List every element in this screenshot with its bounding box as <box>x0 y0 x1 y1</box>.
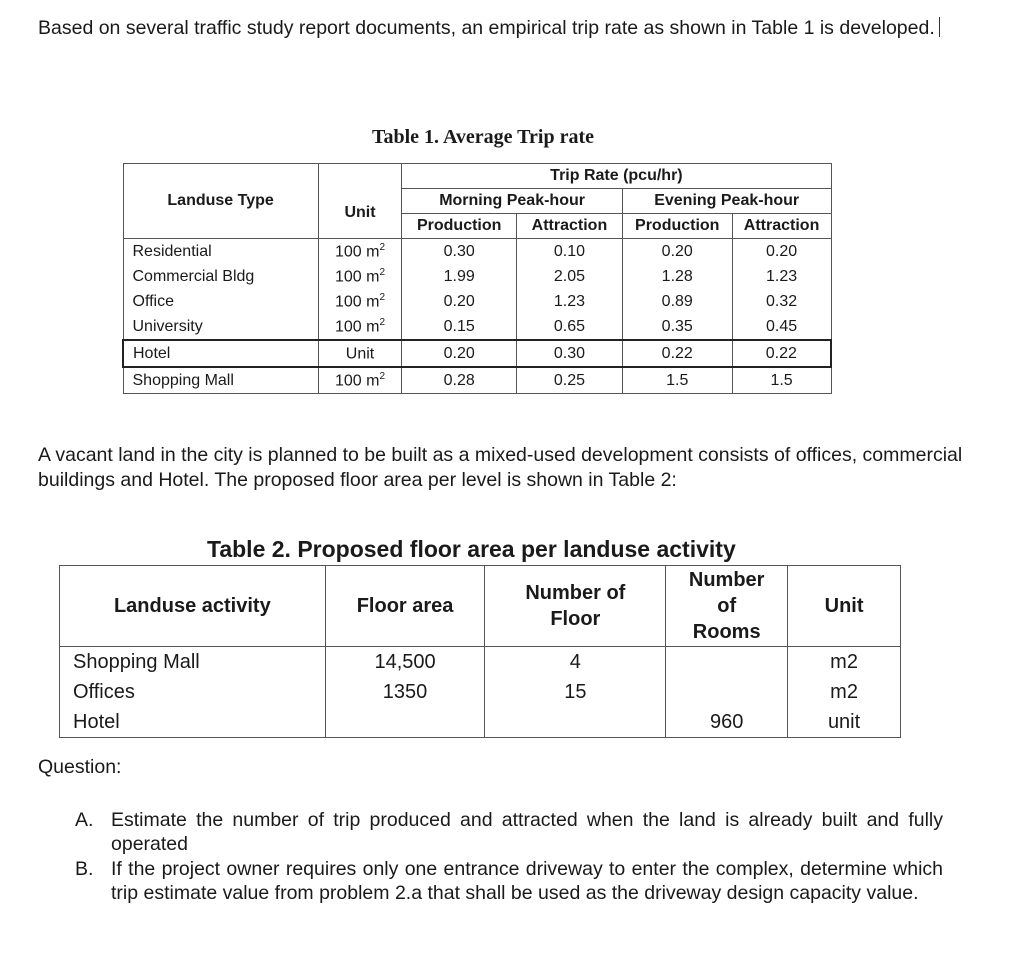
unit-cell: 100 $m^2$ <box>318 314 402 340</box>
landuse-type-cell: University <box>123 314 318 340</box>
activity-cell: Hotel <box>60 707 326 738</box>
morning-production-cell: 1.99 <box>402 264 517 289</box>
landuse-type-cell: Hotel <box>123 340 318 367</box>
evening-attraction-cell: 0.22 <box>732 340 831 367</box>
table-row <box>60 647 901 678</box>
morning-attraction-cell: 0.10 <box>517 239 623 265</box>
floors-cell <box>485 707 666 738</box>
floors-cell: 4 <box>485 647 666 678</box>
unit-cell: Unit <box>318 340 402 367</box>
table-row <box>123 264 831 289</box>
header-unit: Unit <box>788 566 901 647</box>
evening-attraction-cell: 0.32 <box>732 289 831 314</box>
floor-area-table <box>59 565 901 738</box>
activity-cell: Shopping Mall <box>60 647 326 678</box>
morning-production-cell: 0.28 <box>402 367 517 394</box>
unit-cell: 100 $m^2$ <box>318 289 402 314</box>
evening-attraction-cell: 0.20 <box>732 239 831 265</box>
morning-production-cell: 0.20 <box>402 340 517 367</box>
question-text: Estimate the number of trip produced and attracted when the land is already built and fully operated <box>111 809 943 855</box>
evening-attraction-cell: 1.23 <box>732 264 831 289</box>
landuse-type-cell: Office <box>123 289 318 314</box>
question-letter: A. <box>75 809 94 831</box>
evening-attraction-cell: 1.5 <box>732 367 831 394</box>
question-label: Question: <box>38 756 122 778</box>
header-number-of-floor: Number of Floor <box>485 566 666 647</box>
list-item <box>75 857 943 905</box>
table2-title: Table 2. Proposed floor area per landuse activity <box>207 536 736 562</box>
table-row <box>123 239 831 265</box>
rooms-cell <box>666 647 788 678</box>
text-cursor <box>939 17 940 37</box>
floors-cell: 15 <box>485 677 666 707</box>
header-number-of-rooms: Number of Rooms <box>666 566 788 647</box>
landuse-type-cell: Commercial Bldg <box>123 264 318 289</box>
header-evening-production: Production <box>622 214 732 239</box>
question-list <box>75 808 943 906</box>
header-floor-area: Floor area <box>325 566 485 647</box>
intro-text: Based on several traffic study report documents, an empirical trip rate as shown in Table 1 is developed. <box>38 17 935 39</box>
table1-title: Table 1. Average Trip rate <box>372 126 595 148</box>
activity-cell: Offices <box>60 677 326 707</box>
morning-production-cell: 0.30 <box>402 239 517 265</box>
morning-attraction-cell: 0.65 <box>517 314 623 340</box>
header-evening-peak: Evening Peak-hour <box>622 189 831 214</box>
unit-cell: m2 <box>788 677 901 707</box>
header-morning-production: Production <box>402 214 517 239</box>
unit-cell: m2 <box>788 647 901 678</box>
morning-attraction-cell: 2.05 <box>517 264 623 289</box>
unit-cell: 100 $m^2$ <box>318 367 402 394</box>
floor-area-cell: 14,500 <box>325 647 485 678</box>
unit-cell: unit <box>788 707 901 738</box>
unit-cell: 100 $m^2$ <box>318 239 402 265</box>
header-morning-peak: Morning Peak-hour <box>402 189 623 214</box>
header-evening-attraction: Attraction <box>732 214 831 239</box>
evening-production-cell: 0.20 <box>622 239 732 265</box>
header-landuse-type: Landuse Type <box>123 164 318 239</box>
morning-attraction-cell: 1.23 <box>517 289 623 314</box>
table-row <box>123 289 831 314</box>
evening-production-cell: 1.5 <box>622 367 732 394</box>
rooms-cell <box>666 677 788 707</box>
description-paragraph: A vacant land in the city is planned to be built as a mixed-used development consists of offices, commercial buildings and Hotel. The proposed floor area per level is shown in Table 2: <box>38 444 963 491</box>
intro-paragraph <box>38 16 978 41</box>
evening-attraction-cell: 0.45 <box>732 314 831 340</box>
header-trip-rate: Trip Rate (pcu/hr) <box>402 164 831 189</box>
landuse-type-cell: Shopping Mall <box>123 367 318 394</box>
question-letter: B. <box>75 858 94 880</box>
table-row <box>123 367 831 394</box>
table-row <box>60 707 901 738</box>
trip-rate-table <box>122 163 832 394</box>
table-row <box>123 340 831 367</box>
question-text: If the project owner requires only one entrance driveway to enter the complex, determine which trip estimate value from problem 2.a that shall be used as the driveway design capacity value. <box>111 858 943 904</box>
morning-production-cell: 0.15 <box>402 314 517 340</box>
morning-production-cell: 0.20 <box>402 289 517 314</box>
rooms-cell: 960 <box>666 707 788 738</box>
list-item <box>75 808 943 856</box>
header-morning-attraction: Attraction <box>517 214 623 239</box>
table-row <box>123 314 831 340</box>
header-unit-spacer <box>318 164 402 189</box>
evening-production-cell: 0.89 <box>622 289 732 314</box>
evening-production-cell: 0.22 <box>622 340 732 367</box>
table-row <box>60 677 901 707</box>
unit-cell: 100 $m^2$ <box>318 264 402 289</box>
morning-attraction-cell: 0.25 <box>517 367 623 394</box>
evening-production-cell: 1.28 <box>622 264 732 289</box>
morning-attraction-cell: 0.30 <box>517 340 623 367</box>
header-landuse-activity: Landuse activity <box>60 566 326 647</box>
header-unit: Unit <box>318 189 402 239</box>
floor-area-cell <box>325 707 485 738</box>
landuse-type-cell: Residential <box>123 239 318 265</box>
floor-area-cell: 1350 <box>325 677 485 707</box>
evening-production-cell: 0.35 <box>622 314 732 340</box>
